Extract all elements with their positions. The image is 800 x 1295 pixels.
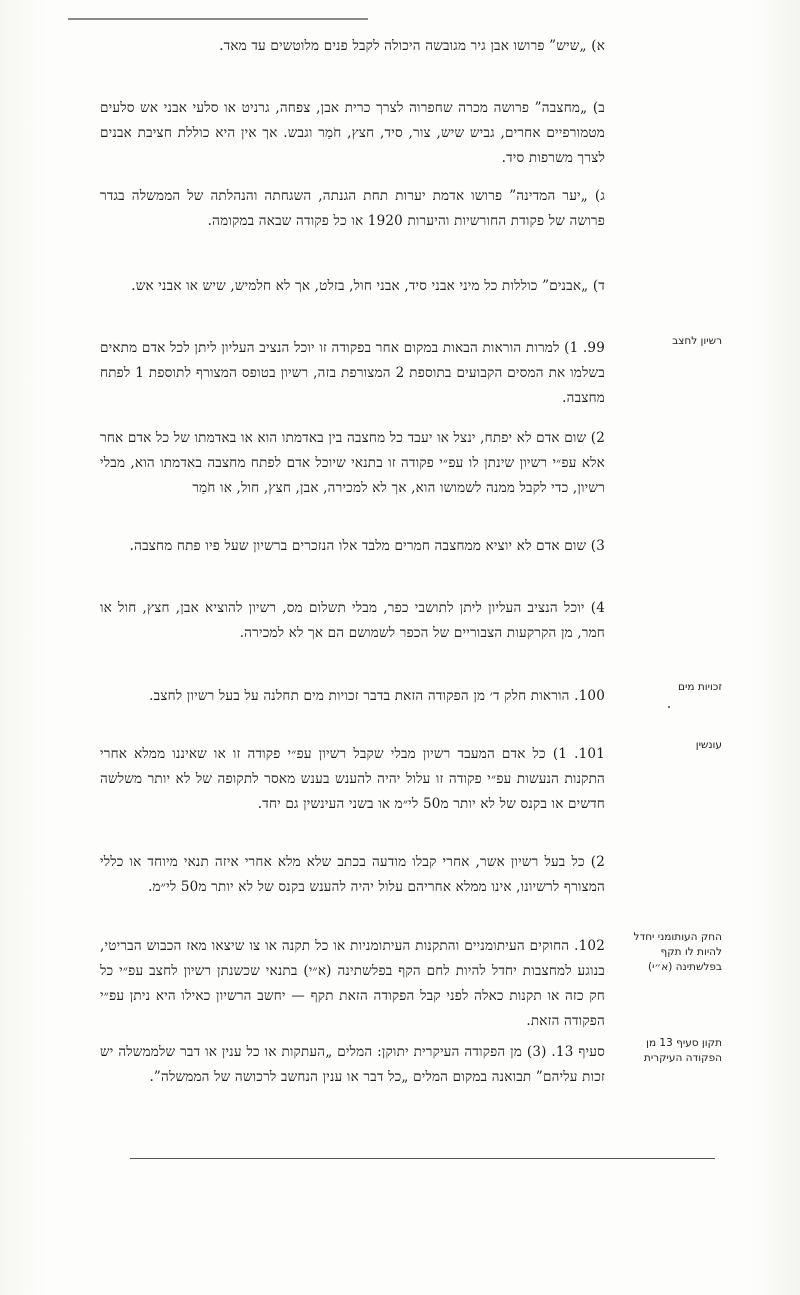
definition-quarry: ב) „מחצבה” פרושה מכרה שחפרוה לצרך כרית אבן, צפחה, גרניט או סלעי אבני אש סלעים מטמורפיים אחרים, גביש שיש, צור, סיד, חצץ, חֹמַר וגבש. אך אין היא כוללת חציבת אבנים לצרך משרפות סיד. <box>100 100 605 166</box>
ink-speck <box>668 706 670 708</box>
margin-note-license: רשיון לחצב <box>672 335 722 347</box>
section-99-3: 3) שום אדם לא יוציא ממחצבה חמרים מלבד אלו הנזכרים ברשיון שעל פיו פתח מחצבה. <box>129 538 605 554</box>
amendment-section-13: סעיף 13. (3) מן הפקודה העיקרית יתוקן: המלים „העתקות או כל ענין או דבר שלממשלה יש זכות עליהם” תבואנה במקום המלים „כל דבר או ענין הנחשב לרכושה של הממשלה”. <box>100 1044 605 1085</box>
section-101-2: 2) כל בעל רשיון אשר, אחרי קבלו מודעה בכתב שלא מלא אחרי איזה תנאי מיוחד או כללי המצורף לרשיונו, אינו ממלא אחריהם עלול יהיה להענש בקנס של לא יותר מ50 לי״מ. <box>100 854 605 895</box>
section-100: 100. הוראות חלק ד׳ מן הפקודה הזאת בדבר זכויות מים תחלנה על בעל רשיון לחצב. <box>149 688 605 704</box>
margin-note-penalties: עונשין <box>695 739 722 751</box>
definition-state-forest: ג) „יער המדינה” פרושו אדמת יערות תחת הגנתה, השגחתה והנהלתה של הממשלה בגדר פרושה של פקודת החורשיות והיערות 1920 או כל פקודה שבאה במקומה. <box>100 188 605 229</box>
bottom-rule <box>130 1158 715 1159</box>
definition-marble: א) „שיש” פרושו אבן גיר מגובשה היכולה לקבל פנים מלוטשים עד מאד. <box>219 38 605 54</box>
section-102: 102. החוקים העיתומניים והתקנות העיתומניות או כל תקנה או צו שיצאו מאז הכבוש הבריטי, בנוגע למחצבות יחדל להיות לחם הקף בפלשתינה (א״י) בתנאי שכשנתן רשיון לחצב עפ״י כל חק כזה או תקנות כאלה לפני קבל הפקודה הזאת תקף — יחשב הרשיון כאילו היא ניתן עפ״י הפקודה הזאת. <box>100 938 605 1029</box>
section-99-2: 2) שום אדם לא יפתח, ינצל או יעבד כל מחצבה בין באדמתו הוא או באדמתו של כל אדם אחר אלא עפ״י רשיון שינתן לו עפ״י פקודה זו בתנאי שיוכל אדם לפתח מחצבה באדמתו הוא, מבלי רשיון, כדי לקבל ממנה לשמושו הוא, אך לא למכירה, אבן, חצץ, חול, או חֹמַר <box>100 430 605 496</box>
section-99-1: 99. 1) למרות הוראות הבאות במקום אחר בפקודה זו יוכל הנציב העליון ליתן לכל אדם מתאים בשלמו את המסים הקבועים בתוספת 2 המצורפת בזה, רשיון בטופס המצורף לתוספת 1 לפתח מחצבה. <box>100 340 606 406</box>
margin-note-amend-13: תקון סעיף 13 מן הפקודה העיקרית <box>643 1037 722 1064</box>
definition-stones: ד) „אבנים” כוללות כל מיני אבני סיד, אבני חול, בזלט, אך לא חלמיש, שיש או אבני אש. <box>131 278 605 294</box>
section-101-1: 101. 1) כל אדם המעבד רשיון מבלי שקבל רשיון עפ״י פקודה זו או שאיננו ממלא אחרי התקנות הנעשות עפ״י פקודה זו עלול יהיה להענש בענש מאסר לתקופה של לא יותר משלשה חדשים או בקנס של לא יותר מ50 לי״מ או בשני העינשין גם יחד. <box>100 746 605 812</box>
margin-note-water-rights: זכויות מים <box>678 681 722 693</box>
section-99-4: 4) יוכל הנציב העליון ליתן לתושבי כפר, מבלי תשלום מס, רשיון להוציא אבן, חצץ, חול או חמר, מן הקרקעות הצבוריים של הכפר לשמושם הם אך לא למכירה. <box>100 600 605 641</box>
margin-note-ottoman-law: החק העותומני יחדל להיות לו תקף בפלשתינה (א״י) <box>633 931 722 973</box>
top-rule <box>68 18 368 20</box>
